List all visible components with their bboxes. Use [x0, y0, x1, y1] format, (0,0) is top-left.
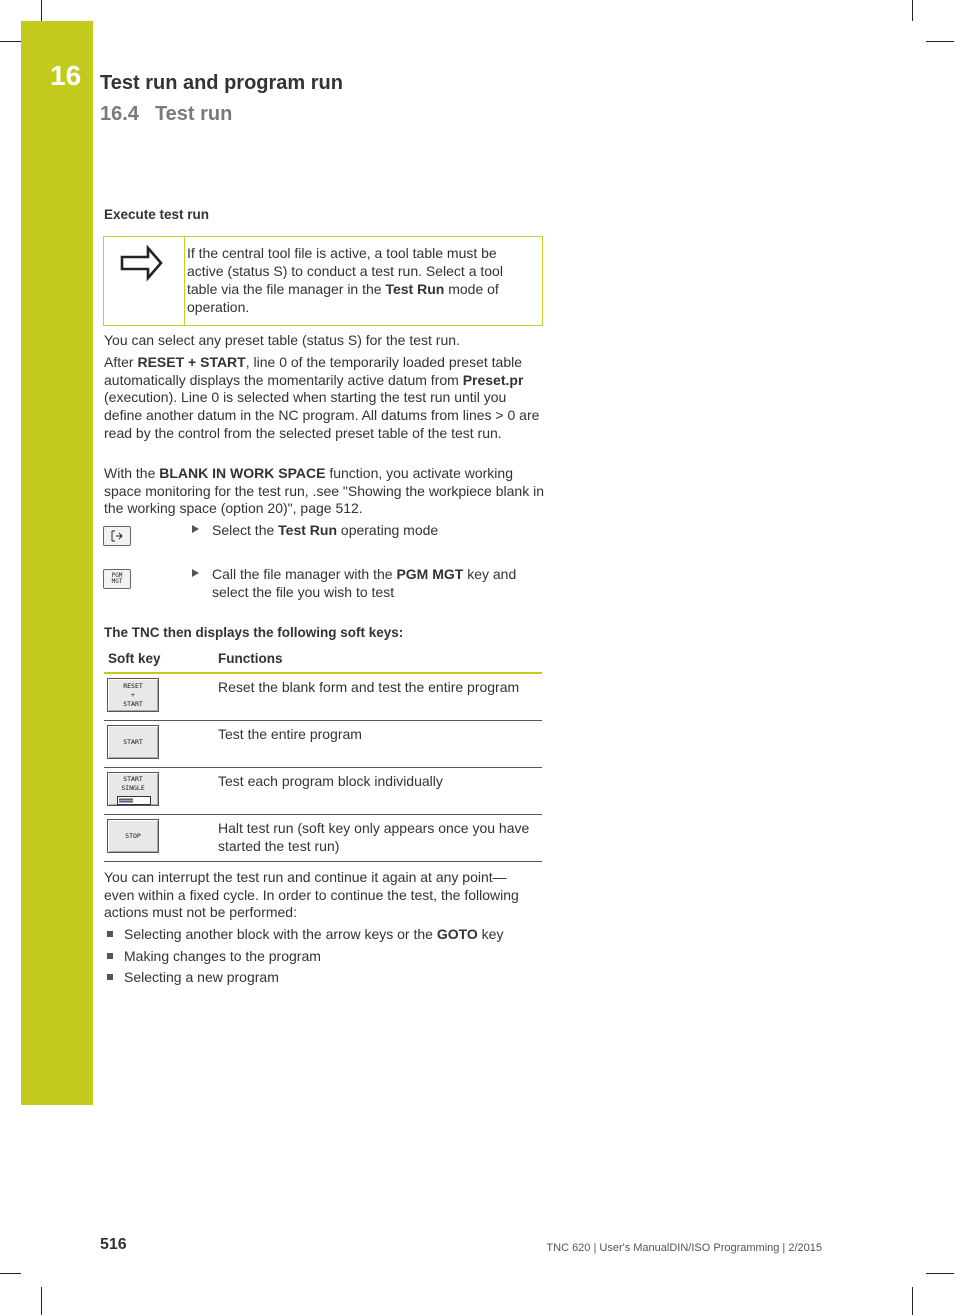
step-text-pre: Select the — [212, 522, 279, 538]
page-number: 516 — [100, 1236, 127, 1253]
note-text-bold: Test Run — [385, 281, 445, 297]
pgm-mgt-key-label: PGM MGT — [111, 572, 123, 585]
col-softkey: Soft key — [108, 651, 161, 666]
table-row — [104, 768, 542, 815]
note-text — [187, 244, 532, 316]
p3-c: function, you activate working space monitoring for the test run, .see "Showing the workpiece blank in the working space (option 20)", page 512. — [104, 465, 544, 517]
crop-mark — [912, 1287, 913, 1315]
single-block-glyph-icon — [117, 796, 151, 806]
p3-blank-in-work-space: BLANK IN WORK SPACE — [159, 465, 326, 481]
list-item — [104, 947, 544, 969]
note-text-post: mode of operation. — [187, 281, 499, 315]
bullet-square-icon — [107, 974, 113, 980]
chapter-sidebar — [21, 21, 93, 1105]
note-box — [103, 236, 543, 326]
step-text-bold: PGM MGT — [396, 566, 464, 582]
list-item-post: key — [477, 926, 504, 942]
note-icon-cell — [104, 237, 185, 325]
chapter-number: 16 — [50, 60, 82, 91]
table-header — [104, 648, 542, 674]
table-row — [104, 721, 542, 768]
softkey-label: START — [123, 738, 143, 746]
p2-c: , line 0 of the temporarily loaded preset table automatically displays the momentarily active datum from — [104, 354, 523, 388]
list-item-text — [124, 925, 503, 943]
crop-mark — [41, 0, 42, 21]
softkey-label: STOP — [125, 832, 141, 840]
pgm-mgt-key-icon — [103, 569, 131, 589]
softkey-table — [104, 648, 542, 862]
step-text-post: operating mode — [337, 522, 439, 538]
p2-d: (execution). Line 0 is selected when starting the test run until you define another datum in the NC program. All datums from lines > 0 are read by the control from the selected preset table of the test run. — [104, 389, 540, 441]
table-row — [104, 674, 542, 721]
col-functions: Functions — [218, 651, 283, 666]
step-arrow-icon — [192, 525, 199, 533]
crop-mark — [926, 1273, 954, 1274]
list-item-text: Making changes to the program — [124, 947, 321, 964]
crop-mark — [0, 1273, 21, 1274]
step-text-pre: Call the file manager with the — [212, 566, 397, 582]
list-item-bold: GOTO — [436, 926, 478, 942]
blank-workspace-paragraph — [104, 465, 544, 518]
step-text — [212, 565, 532, 601]
crop-mark — [41, 1287, 42, 1315]
preset-paragraph: You can select any preset table (status S) for the test run. — [104, 332, 460, 348]
step-text-bold: Test Run — [278, 522, 338, 538]
function-text: Test each program block individually — [218, 773, 443, 789]
crop-mark — [912, 0, 913, 21]
chapter-title: Test run and program run — [100, 72, 343, 94]
section-title-text: Test run — [154, 103, 233, 125]
table-row — [104, 815, 542, 862]
p2-preset-pr: Preset.pr — [462, 371, 524, 388]
step-text — [212, 521, 532, 539]
footer-text: TNC 620 | User's ManualDIN/ISO Programming | 2/2015 — [546, 1242, 822, 1254]
reset-start-paragraph — [104, 354, 544, 443]
list-item — [104, 925, 544, 947]
crop-mark — [0, 41, 21, 42]
section-title — [100, 103, 232, 126]
section-number: 16.4 — [100, 103, 139, 125]
right-arrow-icon — [104, 237, 184, 325]
interrupt-paragraph: You can interrupt the test run and continue it again at any point—even within a fixed cycle. In order to continue the test, the following actions must not be performed: — [104, 869, 519, 921]
p3-a: With the — [104, 465, 160, 481]
start-softkey — [107, 725, 159, 759]
bullet-list — [104, 925, 544, 990]
softkey-label: START SINGLE — [121, 775, 145, 792]
p2-reset-start: RESET + START — [137, 354, 246, 370]
start-single-softkey — [107, 772, 159, 806]
stop-softkey — [107, 819, 159, 853]
list-item — [104, 968, 544, 990]
step-arrow-icon — [192, 569, 199, 577]
list-item-text: Selecting a new program — [124, 969, 279, 985]
bullet-square-icon — [107, 931, 113, 937]
reset-start-softkey — [107, 678, 159, 712]
softkey-label: RESET + START — [123, 682, 143, 708]
note-text-pre: If the central tool file is active, a tool table must be active (status S) to conduct a test run. Select a tool table via the file manager in the — [187, 245, 503, 297]
step-select-test-run — [192, 521, 532, 539]
step-call-file-manager — [192, 565, 532, 601]
execute-heading: Execute test run — [104, 207, 210, 222]
function-text: Reset the blank form and test the entire program — [218, 679, 520, 695]
function-text: Test the entire program — [218, 726, 362, 742]
bullet-square-icon — [107, 953, 113, 959]
step-text-post: key and select the file you wish to test — [212, 566, 517, 600]
p2-a: After — [104, 354, 138, 370]
crop-mark — [926, 41, 954, 42]
function-text: Halt test run (soft key only appears once you have started the test run) — [218, 820, 530, 854]
test-run-glyph-icon — [104, 527, 130, 545]
test-run-mode-key-icon — [103, 526, 131, 546]
softkeys-heading: The TNC then displays the following soft keys: — [104, 625, 404, 640]
list-item-pre: Selecting another block with the arrow keys or the — [124, 926, 437, 942]
